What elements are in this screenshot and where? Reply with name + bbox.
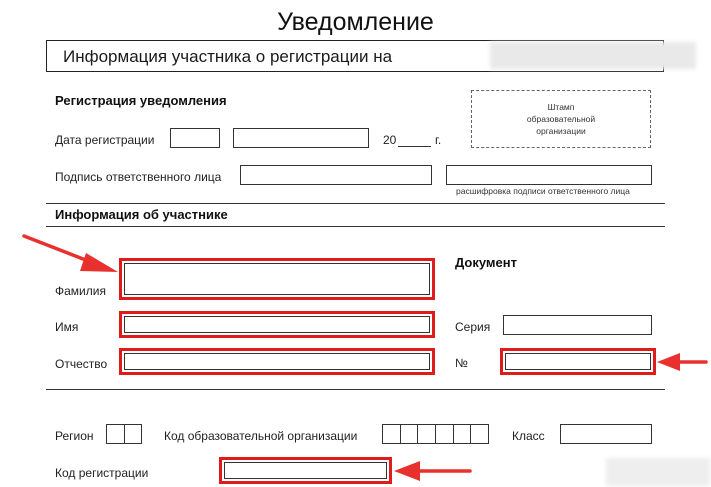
document-heading: Документ bbox=[455, 255, 517, 270]
participant-heading: Информация об участнике bbox=[55, 207, 228, 222]
year-suffix: г. bbox=[435, 133, 442, 147]
region-label: Регион bbox=[55, 429, 94, 443]
org-code-label: Код образовательной организации bbox=[164, 429, 358, 443]
signature-caption: расшифровка подписи ответственного лица bbox=[456, 186, 630, 196]
banner-text: Информация участника о регистрации на bbox=[63, 47, 393, 66]
series-label: Серия bbox=[455, 320, 491, 334]
stamp-line: организации bbox=[536, 126, 586, 136]
surname-label: Фамилия bbox=[55, 284, 106, 298]
year-prefix: 20 bbox=[383, 133, 397, 147]
stamp-line: образовательной bbox=[526, 114, 596, 124]
date-label: Дата регистрации bbox=[55, 133, 155, 147]
class-label: Класс bbox=[512, 429, 545, 443]
number-label: № bbox=[455, 356, 468, 370]
arrow-to-surname-icon bbox=[24, 236, 118, 272]
arrow-to-reg-code-icon bbox=[394, 461, 470, 481]
reg-code-label: Код регистрации bbox=[55, 466, 149, 480]
registration-heading: Регистрация уведомления bbox=[55, 93, 227, 108]
stamp-line: Штамп bbox=[547, 102, 575, 112]
signature-label: Подпись ответственного лица bbox=[55, 170, 222, 184]
form-title: Уведомление bbox=[277, 8, 434, 36]
arrow-to-number-icon bbox=[657, 353, 706, 371]
patronymic-label: Отчество bbox=[55, 357, 108, 371]
name-label: Имя bbox=[55, 320, 79, 334]
